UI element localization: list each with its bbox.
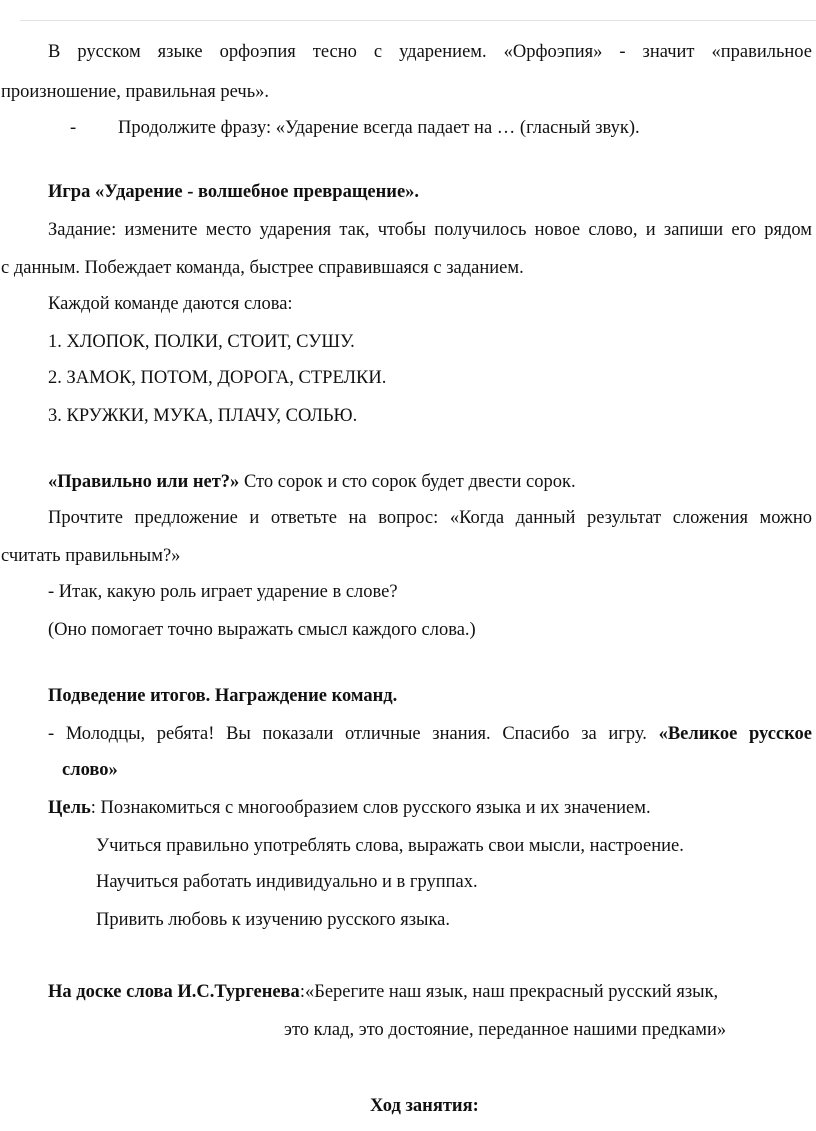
- game-title: Игра «Ударение - волшебное превращение».: [48, 182, 420, 202]
- summary-title: Подведение итогов. Награждение команд.: [48, 686, 398, 706]
- bullet-text: Продолжите фразу: «Ударение всегда падает на … (гласный звук).: [118, 118, 640, 138]
- goal-item-3: Привить любовь к изучению русского языка.: [96, 910, 451, 930]
- board-text: :«Берегите наш язык, наш прекрасный русский язык,: [299, 982, 719, 1002]
- goal-item-2: Научиться работать индивидуально и в группах.: [96, 872, 478, 892]
- intro-line-2: произношение, правильная речь».: [1, 82, 270, 102]
- goal-label: Цель: [48, 798, 91, 818]
- summary-line-1: - Молодцы, ребята! Вы показали отличные знания. Спасибо за игру. «Великое русское: [48, 724, 812, 744]
- board-label: На доске слова И.С.Тургенева: [48, 982, 300, 1002]
- summary-line-2: слово»: [62, 760, 118, 780]
- correct-answer: (Оно помогает точно выражать смысл каждого слова.): [48, 620, 476, 640]
- goal-text: : Познакомиться с многообразием слов русского языка и их значением.: [90, 798, 651, 818]
- correct-question-line-1: Прочтите предложение и ответьте на вопрос: «Когда данный результат сложения можно: [48, 508, 812, 528]
- intro-line-1: В русском языке орфоэпия тесно с ударением. «Орфоэпия» - значит «правильное: [48, 42, 812, 62]
- game-item-1: 1. ХЛОПОК, ПОЛКИ, СТОИТ, СУШУ.: [48, 332, 355, 352]
- game-item-2: 2. ЗАМОК, ПОТОМ, ДОРОГА, СТРЕЛКИ.: [48, 368, 387, 388]
- correct-title-line: [48, 471, 576, 493]
- correct-question-2: - Итак, какую роль играет ударение в слове?: [48, 582, 398, 602]
- goal-line: [48, 797, 651, 819]
- game-item-3: 3. КРУЖКИ, МУКА, ПЛАЧУ, СОЛЬЮ.: [48, 406, 358, 426]
- board-line-1: [48, 981, 718, 1003]
- correct-text: Сто сорок и сто сорок будет двести сорок.: [239, 472, 576, 492]
- game-task-line-1: Задание: измените место ударения так, чтобы получилось новое слово, и запиши его рядом: [48, 220, 812, 240]
- board-line-2: это клад, это достояние, переданное нашими предками»: [284, 1020, 727, 1040]
- correct-title: «Правильно или нет?»: [48, 472, 240, 492]
- page-top-border: [20, 20, 816, 21]
- goal-item-1: Учиться правильно употреблять слова, выражать свои мысли, настроение.: [96, 836, 684, 856]
- game-task-line-2: с данным. Побеждает команда, быстрее справившаяся с заданием.: [1, 258, 524, 278]
- bullet-dash: -: [70, 118, 77, 138]
- footer-title: Ход занятия:: [370, 1096, 479, 1116]
- correct-question-line-2: считать правильным?»: [1, 546, 181, 566]
- game-words-intro: Каждой команде даются слова:: [48, 294, 293, 314]
